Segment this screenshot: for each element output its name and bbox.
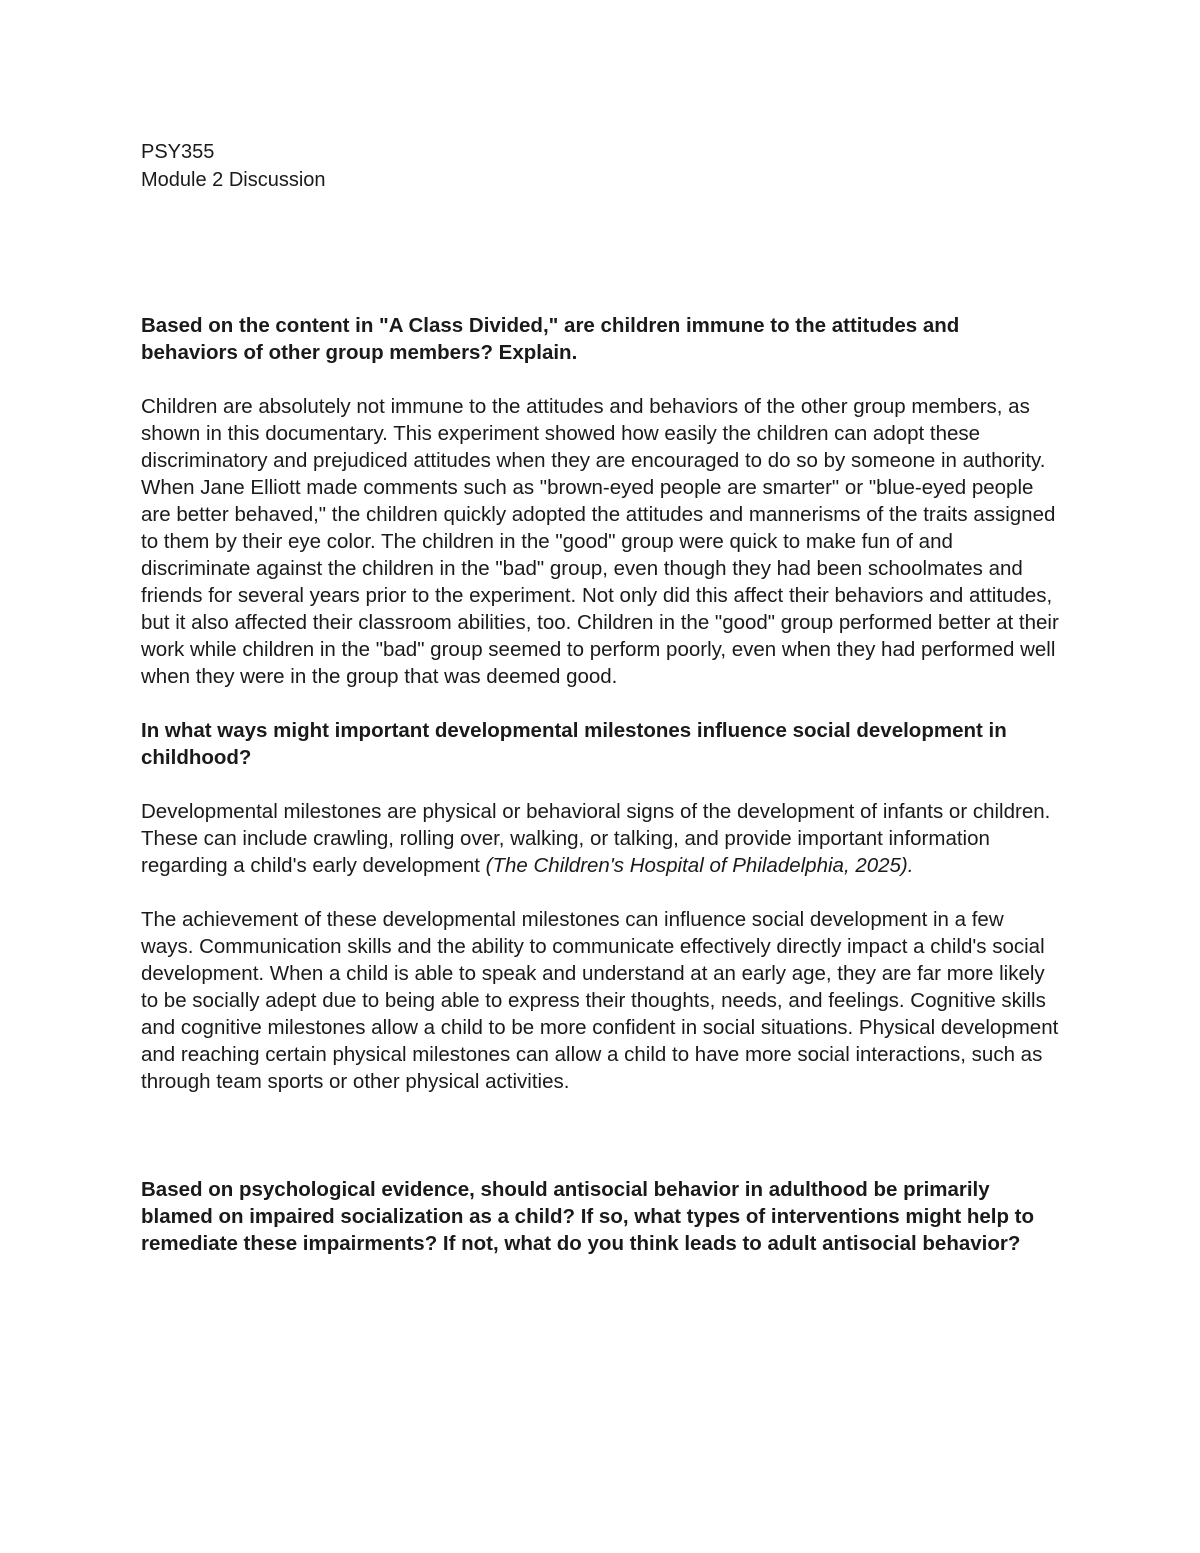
answer-2-paragraph-2: The achievement of these developmental milestones can influence social development in a few ways. Communication skills and the ability to communicate effectively directly impact a child's social development. When a child is able to speak and understand at an early age, they are far more likely to be socially adept due to being able to express their thoughts, needs, and feelings. Cognitive skills and cognitive milestones allow a child to be more confident in social situations. Physical development and reaching certain physical milestones can allow a child to have more social interactions, such as through team sports or other physical activities. xyxy=(141,908,1059,1093)
answer-2-text: Developmental milestones are physical or behavioral signs of the development of infants or children. These can include crawling, rolling over, walking, or talking, and provide important information regarding a child's early development xyxy=(141,800,1051,877)
answer-1: Children are absolutely not immune to the attitudes and behaviors of the other group members, as shown in this documentary. This experiment showed how easily the children can adopt these discriminatory and prejudiced attitudes when they are encouraged to do so by someone in authority. When Jane Elliott made comments such as "brown-eyed people are smarter" or "blue-eyed people are better behaved," the children quickly adopted the attitudes and mannerisms of the traits assigned to them by their eye color. The children in the "good" group were quick to make fun of and discriminate against the children in the "bad" group, even though they had been schoolmates and friends for several years prior to the experiment. Not only did this affect their behaviors and attitudes, but it also affected their classroom abilities, too. Children in the "good" group performed better at their work while children in the "bad" group seemed to perform poorly, even when they had performed well when they were in the group that was deemed good. xyxy=(141,395,1059,688)
question-1: Based on the content in "A Class Divided," are children immune to the attitudes and behaviors of other group members? Explain. xyxy=(141,314,960,364)
document-page xyxy=(141,138,1061,1257)
question-2: In what ways might important developmental milestones influence social development in childhood? xyxy=(141,719,1007,769)
citation: (The Children's Hospital of Philadelphia, 2025). xyxy=(485,854,914,877)
course-code: PSY355 xyxy=(141,141,215,163)
assignment-title: Module 2 Discussion xyxy=(141,169,326,191)
question-3: Based on psychological evidence, should antisocial behavior in adulthood be primarily blamed on impaired socialization as a child? If so, what types of interventions might help to remediate these impairments? If not, what do you think leads to adult antisocial behavior? xyxy=(141,1178,1035,1255)
answer-2-paragraph-1 xyxy=(141,798,1061,879)
